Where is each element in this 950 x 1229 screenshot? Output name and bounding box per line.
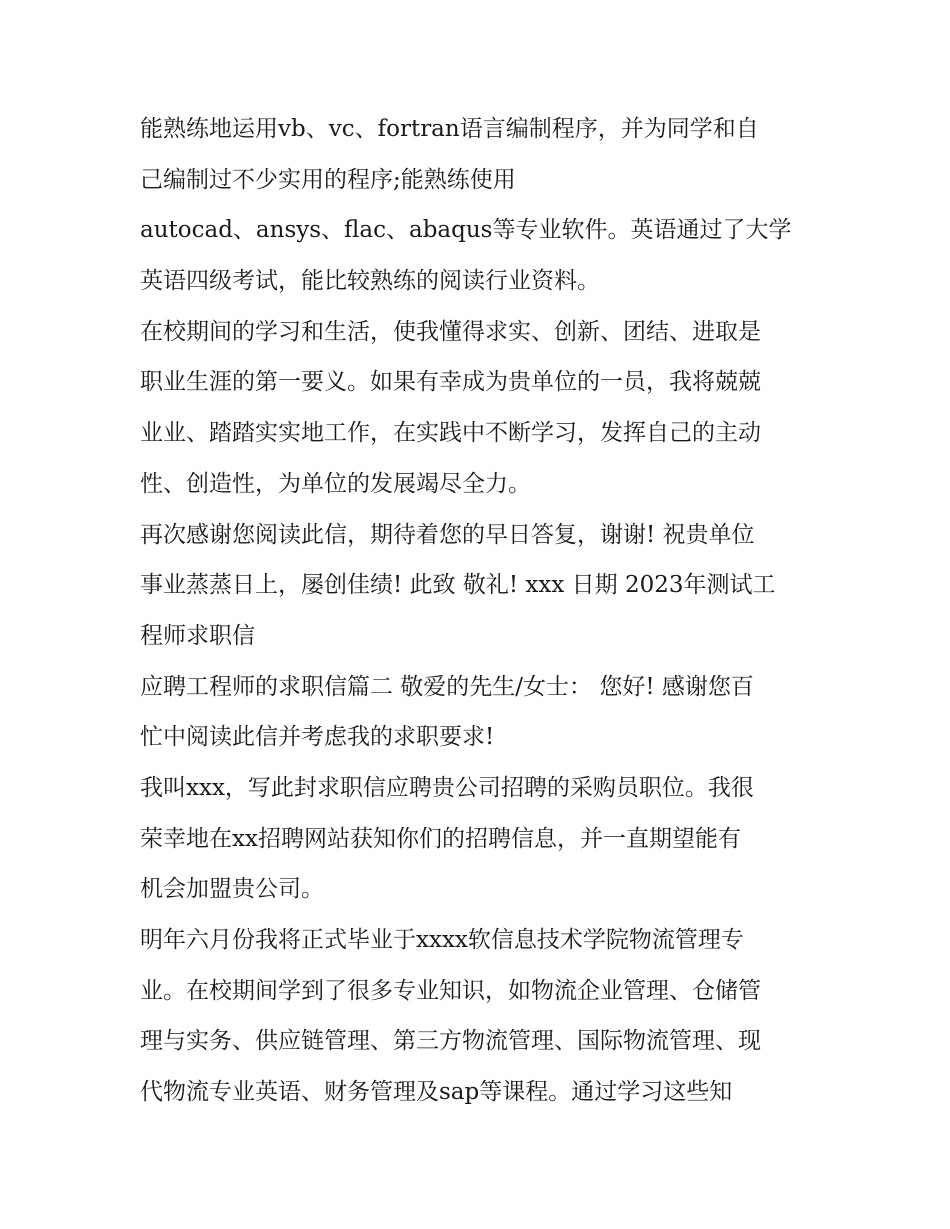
text-line: 性、创造性，为单位的发展竭尽全力。 — [140, 470, 531, 497]
document-body — [140, 104, 815, 1118]
text-line: 在校期间的学习和生活，使我懂得求实、创新、团结、进取是 — [140, 318, 761, 345]
text-line: 我叫xxx，写此封求职信应聘贵公司招聘的采购员职位。我很 — [140, 774, 754, 801]
text-line: 明年六月份我将正式毕业于xxxx软信息技术学院物流管理专 — [140, 927, 744, 953]
text-line: autocad、ansys、flac、abaqus等专业软件。英语通过了大学 — [140, 217, 792, 244]
text-line: 己编制过不少实用的程序;能熟练使用 — [140, 166, 516, 193]
text-line: 理与实务、供应链管理、第三方物流管理、国际物流管理、现 — [140, 1028, 761, 1055]
text-line: 应聘工程师的求职信篇二 敬爱的先生/女士： 您好! 感谢您百 — [140, 673, 754, 700]
text-line: 再次感谢您阅读此信，期待着您的早日答复，谢谢! 祝贵单位 — [140, 521, 755, 548]
text-line: 职业生涯的第一要义。如果有幸成为贵单位的一员，我将兢兢 — [140, 369, 761, 396]
text-line: 机会加盟贵公司。 — [140, 876, 324, 903]
text-line: 英语四级考试，能比较熟练的阅读行业资料。 — [140, 268, 600, 295]
text-line: 能熟练地运用vb、vc、fortran语言编制程序，并为同学和自 — [140, 116, 759, 142]
text-line: 业。在校期间学到了很多专业知识，如物流企业管理、仓储管 — [140, 977, 761, 1004]
text-line: 忙中阅读此信并考虑我的求职要求! — [140, 724, 495, 751]
text-line: 事业蒸蒸日上，屡创佳绩! 此致 敬礼! xxx 日期 2023年测试工 — [140, 572, 776, 599]
text-line: 荣幸地在xx招聘网站获知你们的招聘信息，并一直期望能有 — [140, 825, 741, 852]
text-line: 业业、踏踏实实地工作，在实践中不断学习，发挥自己的主动 — [140, 420, 761, 447]
text-line: 代物流专业英语、财务管理及sap等课程。通过学习这些知 — [140, 1079, 733, 1106]
text-line: 程师求职信 — [140, 622, 255, 649]
